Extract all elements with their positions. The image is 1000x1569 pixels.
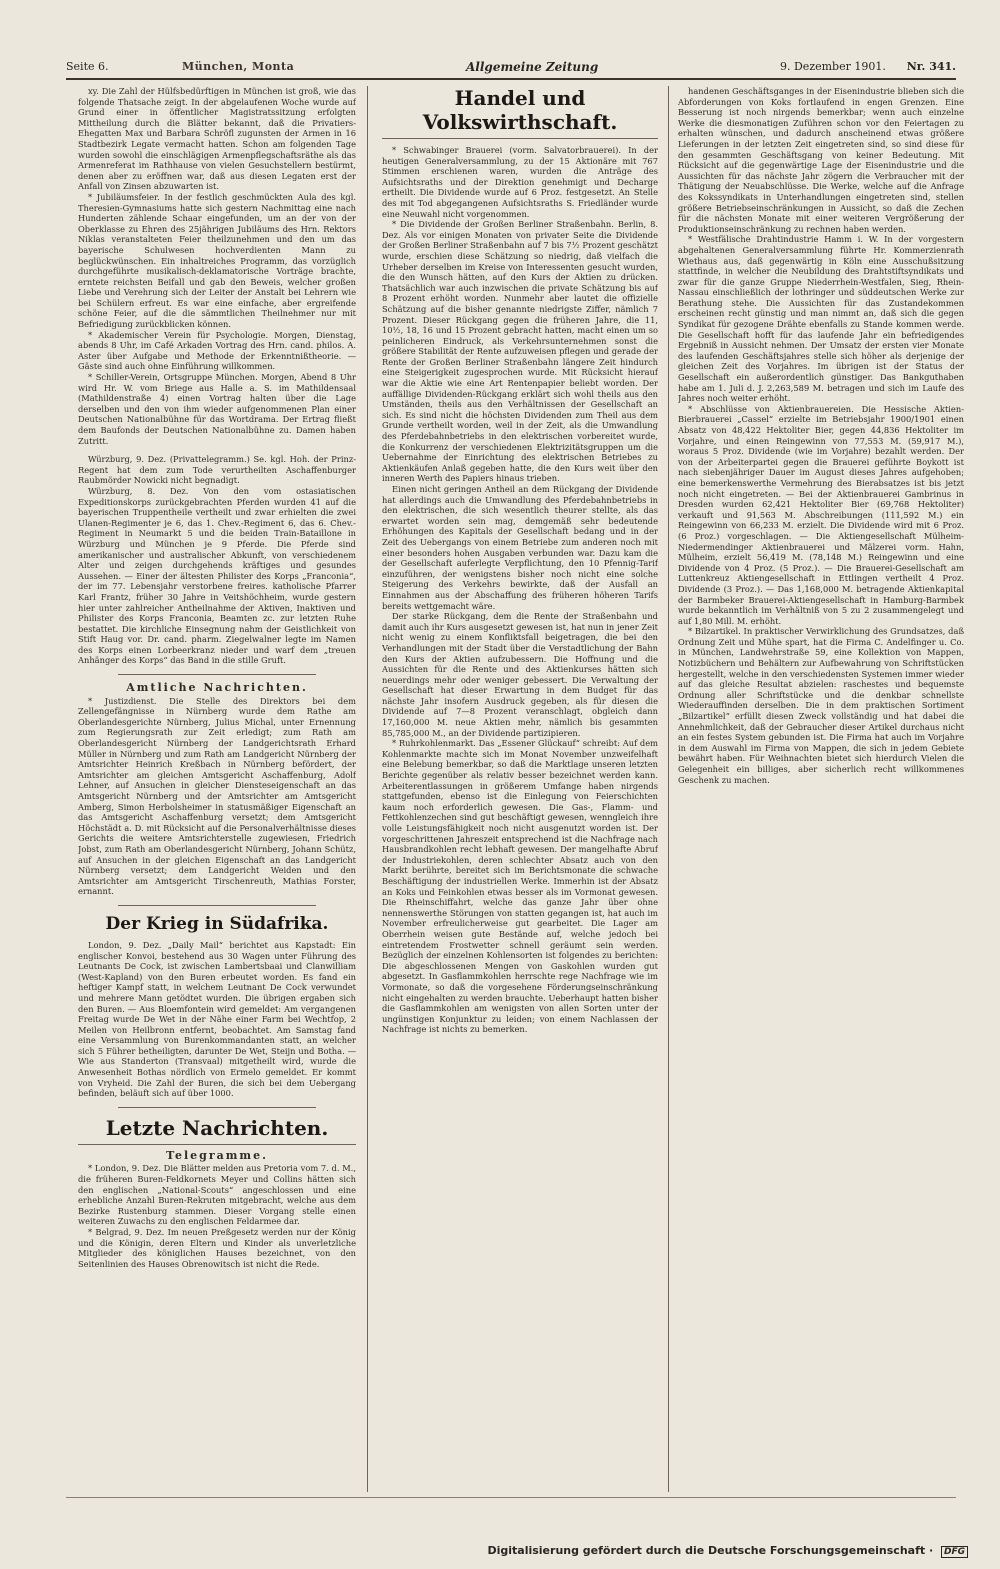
newspaper-title: Allgemeine Zeitung <box>466 60 599 74</box>
bottom-rule <box>66 1497 956 1498</box>
section-heading-amtliche: Amtliche Nachrichten. <box>126 681 308 695</box>
digitization-footer <box>0 1532 1000 1569</box>
article-london-pretoria: * London, 9. Dez. Die Blätter melden aus Pretoria vom 7. d. M., die früheren Buren-Feldkornets Meyer und Collins hätten sich den englischen „National-Scouts“ angeschlossen und eine erhebliche Anzahl Buren-Rekruten mitgebracht, welche aus dem Bezirke Rustenburg stammen. Dieser Vorgang stelle einen weiteren Zuwachs zu den englischen Feldarmee dar. <box>78 1163 356 1227</box>
section-heading-telegramme: Telegramme. <box>166 1148 268 1162</box>
section-divider <box>118 674 316 675</box>
column-right <box>678 86 964 1492</box>
article-jubilaeumsfeier: * Jubiläumsfeier. In der festlich geschmückten Aula des kgl. Theresien-Gymnasiums hatte sich gestern Nachmittag eine nach Hunderten zählende Schaar eingefunden, um an der von der Oberklasse zu Ehren des 25jährigen Jubiläums des Hrn. Rektors Niklas veranstalteten Feier theilzunehmen und den um das bayerische Schulwesen hochverdienten Mann zu beglückwünschen. Ein inhaltreiches Programm, das vorzüglich durchgeführte musikalisch-deklamatorische Vorträge brachte, erntete reichsten Beifall und gab den Beweis, welcher großen Liebe und Verehrung sich der Leiter der Anstalt bei Lehrern wie bei Schülern erfreut. Es war eine einfache, aber ergreifende schöne Feier, auf die die sämmtlichen Theilnehmer nur mit Befriedigung zurückblicken können. <box>78 191 356 330</box>
section-divider <box>118 905 316 906</box>
article-wuerzburg-telegramm: Würzburg, 9. Dez. (Privattelegramm.) Se. kgl. Hoh. der Prinz-Regent hat dem zum Tode verurtheilten Aschaffenburger Raubmörder Nowicki nicht begnadigt. <box>78 454 356 486</box>
article-strassenbahn-antheil: Einen nicht geringen Antheil an dem Rückgang der Dividende hat allerdings auch die Umwandlung des Pferdebahnbetriebs in den elektrischen, die sich wesentlich theurer stellte, als das erwartet worden sein mag, demgemäß sehr bedeutende Erhöhungen des Kapitals der Gesellschaft bedang und in der Zeit des Uebergangs von einem Betriebe zum anderen noch mit einer besonders hohen Ausgaben verbunden war. Dazu kam die der Gesellschaft auferlegte Verpflichtung, den 10 Pfennig-Tarif einzuführen, der wenigstens bisher noch nicht eine solche Steigerung des Verkehrs bewirkte, daß der Ausfall an Einnahmen aus der Abschaffung des früheren höheren Tarifs bereits wettgemacht wäre. <box>382 484 658 611</box>
dfg-logo: DFG <box>941 1546 968 1558</box>
section-heading-letzte: Letzte Nachrichten. <box>78 1116 356 1145</box>
issue-date: 9. Dezember 1901. <box>780 60 886 73</box>
article-ruhrkohlenmarkt: * Ruhrkohlenmarkt. Das „Essener Glückauf“ schreibt: Auf dem Kohlenmarkte machte sich im Monat November unzweifelhaft eine Belebung bemerkbar, so daß die Marktlage unseren letzten Berichte gegenüber als relativ besser bezeichnet werden kann. Arbeiterentlassungen in größerem Umfange haben nirgends stattgefunden, ebenso ist die Einlegung von Feierschichten kaum noch erforderlich gewesen. Die Gas-, Flamm- und Fettkohlenzechen sind gut beschäftigt gewesen, wenngleich ihre volle Leistungsfähigkeit noch nicht ausgenutzt worden ist. Der vorgeschrittenen Jahreszeit entsprechend ist die Nachfrage nach Hausbrandkohlen recht lebhaft gewesen. Der mangelhafte Abruf der Industriekohlen, deren schlechter Absatz auch von den Markt berührte, bereitet sich im Berichtsmonate die schwache Beschäftigung der industriellen Werke. Immerhin ist der Absatz an Koks und Feinkohlen etwas besser als im Vormonat gewesen. Die Rheinschiffahrt, welche das ganze Jahr über ohne nennenswerthe Störungen von statten gegangen ist, hat auch im November erfreulicherweise gut gearbeitet. Die Lager am Oberrhein weisen gute Bestände auf, welche jedoch bei eintretendem Frostwetter schnell geräumt sein werden. Bezüglich der einzelnen Kohlensorten ist folgendes zu berichten: Die abgeschlossenen Mengen von Gaskohlen wurden gut abgesetzt. In Gasflammkohlen herrschte rege Nachfrage wie im Vormonate, so daß die vorgesehene Förderungseinschränkung nicht eingehalten zu werden brauchte. Ueberhaupt hatten bisher die Gasflammkohlen am wenigsten von allen Sorten unter der ungünstigen Konjunktur zu leiden; von einem Nachlassen der Nachfrage ist nichts zu bemerken. <box>382 738 658 1035</box>
header-city: München, Monta <box>182 60 295 73</box>
column-rule-1 <box>367 86 368 1492</box>
article-bilzartikel: * Bilzartikel. In praktischer Verwirklichung des Grundsatzes, daß Ordnung Zeit und Mühe spart, hat die Firma C. Andelfinger u. Co. in München, Landwehrstraße 59, eine Kollektion von Mappen, Notizbüchern und Behältern zur Aufbewahrung von Schriftstücken hergestellt, welche in den verschiedensten Systemen immer wieder auf das gleiche Resultat abzielen: raschestes und bequemste Ordnung aller Schriftstücke und die denkbar schnellste Wiederauffinden derselben. Die in dem praktischen Sortiment „Bilzartikel“ erfüllt diesen Zweck vollständig und hat dabei die Annehmlichkeit, daß der Gebraucher dieser Artikel durchaus nicht an ein festes System gebunden ist. Die Firma hat auch im Vorjahre in dem Auswahl im Firma von Mappen, die sich in jedem Gebiete bewährt haben. Für Weihnachten bietet sich hierdurch Vielen die Gelegenheit ein billiges, aber sicherlich recht willkommenes Geschenk zu machen. <box>678 626 964 785</box>
page-number: Seite 6. <box>66 60 109 73</box>
section-heading-krieg: Der Krieg in Südafrika. <box>105 913 329 934</box>
column-middle <box>382 86 658 1492</box>
credit-text: Digitalisierung gefördert durch die Deutsche Forschungsgemeinschaft · <box>487 1544 934 1557</box>
article-hilfsbeduerftige: xy. Die Zahl der Hülfsbedürftigen in München ist groß, wie das folgende Thatsache zeigt. In der abgelaufenen Woche wurde auf Grund einer in öffentlicher Magistratssitzung erfolgten Mittheilung durch die Blätter bekannt, daß die Privatiers-Ehegatten Max und Barbara Schröfl zugunsten der Armen in 16 Stadtbezirk Legate vermacht hatten. Schon am folgenden Tage wurden sowohl die einschlägigen Armenpflegschaftsräthe als das Armenreferat im Rathhause von vielen Gesuchstellern bestürmt, denen aber zu eröffnen war, daß aus diesen Legaten erst der Anfall von Zinsen abzuwarten ist. <box>78 86 356 192</box>
article-london-kapstadt: London, 9. Dez. „Daily Mail“ berichtet aus Kapstadt: Ein englischer Konvoi, bestehend aus 30 Wagen unter Führung des Leutnants De Cock, ist zwischen Lambertsbaai und Clanwilliam (West-Kapland) von den Buren erbeutet worden. Es fand ein heftiger Kampf statt, in welchem Leutnant De Cock verwundet und mehrere Mann getödtet wurden. Die übrigen ergaben sich den Buren. — Aus Bloemfontein wird gemeldet: Am vergangenen Freitag wurde De Wet in der Nähe einer Farm bei Wechtfop, 2 Meilen von Heilbronn entfernt, beobachtet. Am Samstag fand eine Versammlung von Burenkommandanten statt, an welcher sich 5 Führer betheiligten, darunter De Wet, Steijn und Botha. — Wie aus Standerton (Transvaal) mitgetheilt wird, wurde die Anwesenheit Bothas nördlich von Ermelo gemeldet. Er kommt von Vryheid. Die Zahl der Buren, die sich bei dem Uebergang befinden, beläuft sich auf über 1000. <box>78 939 356 1099</box>
article-aktienbrauereien: * Abschlüsse von Aktienbrauereien. Die Hessische Aktien-Bierbrauerei „Cassel“ erzielte im Betriebsjahr 1900/1901 einen Absatz von 48,422 Hektoliter Bier, gegen 44,836 Hektoliter im Vorjahre, und einen Reingewinn von 77,553 M. (59,917 M.), woraus 5 Proz. Dividende (wie im Vorjahre) bezahlt werden. Der von der Arbeiterpartei gegen die Brauerei geführte Boykott ist nach siebenjähriger Dauer im August dieses Jahres aufgehoben; eine bemerkenswerthe Vermehrung des Bierabsatzes ist bis jetzt noch nicht eingetreten. — Bei der Aktienbrauerei Gambrinus in Dresden wurden 62,421 Hektoliter Bier (69,768 Hektoliter) verkauft und 91,563 M. Abschreibungen (111,592 M.) ein Reingewinn von 66,233 M. erzielt. Die Dividende wird mit 6 Proz. (6 Proz.) vorgeschlagen. — Die Aktiengesellschaft Mülheim-Niedermendinger Aktienbrauerei und Mälzerei vorm. Hahn, Mülheim, erzielt 56,419 M. (78,148 M.) Reingewinn und eine Dividende von 4 Proz. (5 Proz.). — Die Brauerei-Gesellschaft am Luttenkreuz Aktiengesellschaft in Ettlingen vertheilt 4 Proz. Dividende (3 Proz.). — Das 1,168,000 M. betragende Aktienkapital der Barmbeker Brauerei-Aktiengesellschaft in Hamburg-Barmbek wurde bekanntlich im Verhältniß von 5 zu 2 zusammengelegt und auf 1,80 Mill. M. erhöht. <box>678 403 964 626</box>
article-berliner-strassenbahn: * Die Dividende der Großen Berliner Straßenbahn. Berlin, 8. Dez. Als vor einigen Monaten von privater Seite die Dividende der Großen Berliner Straßenbahn auf 7 bis 7½ Prozent geschätzt wurde, erschien diese Schätzung so niedrig, daß vielfach die Urheber derselben im Kreise von Interessenten gesucht wurden, die den Wunsch hätten, auf den Kurs der Aktien zu drücken. Thatsächlich war auch inzwischen die private Schätzung bis auf 8 Prozent erhöht worden. Nunmehr aber lautet die offizielle Schätzung auf die bisher genannte niedrigste Ziffer, nämlich 7 Prozent. Dieser Rückgang gegen die früheren Jahre, die 11, 10½, 18, 16 und 15 Prozent gebracht hatten, macht einen um so peinlicheren Eindruck, als Verkehrsunternehmen sonst die größere Stabilität der Rente aufzuweisen pflegen und gerade der Rente der Großen Berliner Straßenbahn längere Zeit hindurch eine Steigerigkeit zugesprochen wurde. Mit Rücksicht hierauf war die Aktie wie eine Art Rentenpapier beliebt worden. Der auffällige Dividenden-Rückgang erklärt sich wohl theils aus den Umständen, theils aus den Verhältnissen der Gesellschaft an sich. Es sind nicht die höchsten Dividenden zum Theil aus dem Grunde vertheilt worden, weil in der Zeit, als die Umwandlung des Pferdebahnbetriebs in den elektrischen vorbereitet wurde, die Konkurrenz der verschiedenen Elektrizitätsgruppen um die Uebernahme der Einrichtung des elektrischen Betriebes zu Aktienkäufen Anlaß gegeben hatte, die den Kurs weit über den inneren Werth des Papiers hinaus trieben. <box>382 219 658 484</box>
column-left <box>78 86 356 1492</box>
article-schiller-verein: * Schiller-Verein, Ortsgruppe München. Morgen, Abend 8 Uhr wird Hr. W. vom Briege aus Halle a. S. im Mathildensaal (Mathildenstraße 4) einen Vortrag halten über die Lage derselben und den von ihm wieder aufgenommenen Plan einer Deutschen Nationalbühne für das Wortdrama. Der Ertrag fließt dem Baufonds der Deutschen Nationalbühne zu. Damen haben Zutritt. <box>78 372 356 446</box>
dfg-credit <box>487 1544 968 1558</box>
section-heading-handel: Handel und Volkswirthschaft. <box>382 86 658 139</box>
article-kohlenmarkt-fortsetzung: handenen Geschäftsganges in der Eisenindustrie blieben sich die Abforderungen von Koks fortlaufend in engen Grenzen. Eine Besserung ist noch nirgends bemerkbar; wenn auch einzelne Werke die diesmonatigen Zuführen schon vor den Feiertagen zu erhalten wünschen, und dadurch anscheinend etwas größere Lieferungen in der letzten Zeit eingetreten sind, so sind diese für den gesammten Geschäftsgang von keiner Bedeutung. Mit Rücksicht auf die gegenwärtige Lage der Eisenindustrie und die Aussichten für das nächste Jahr zögern die Verbraucher mit der Thätigung der Neuabschlüsse. Die Werke, welche auf die Anfrage des Kokssyndikats in Unterhandlungen eingetreten sind, stellen größere Betriebseinschränkungen in Aussicht, so daß die Zechen für die nächsten Monate mit einer weiteren Vergrößerung der Produktionseinschränkung zu rechnen haben werden. <box>678 86 964 234</box>
article-justizdienst: * Justizdienst. Die Stelle des Direktors bei dem Zellengefängnisse in Nürnberg wurde dem Rathe am Oberlandesgerichte Nürnberg, Julius Michal, unter Ernennung zum Regierungsrath zur Zeit erledigt; zum Rath am Oberlandesgericht Nürnberg der Landgerichtsrath Erhard Müller in Nürnberg und zum Rath am Landgericht Nürnberg der Amtsrichter Heinrich Kreßbach in Nürnberg befördert, der Amtsrichter am gleichen Amtsgericht Aschaffenburg, Adolf Lehner, auf Ansuchen in gleicher Diensteseigenschaft an das Amtsgericht Nürnberg und der Amtsrichter am Amtsgericht Amberg, Simon Herbolsheimer in statusmäßiger Eigenschaft an das Amtsgericht Aschaffenburg versetzt; dem Amtsgericht Höchstädt a. D. mit Rücksicht auf die Personalverhältnisse dieses Gerichts die weitere Amtsrichterstelle zugewiesen, Friedrich Jobst, zum Rath am Oberlandesgericht Nürnberg, Johann Schütz, auf Ansuchen in der gleichen Eigenschaft an das Landgericht Nürnberg versetzt; dem Landgericht Weiden und den Amtsrichter am Amtsgericht Tirschenreuth, Mathias Forster, ernannt. <box>78 695 356 897</box>
column-rule-2 <box>668 86 669 1492</box>
issue-number: Nr. 341. <box>906 60 956 73</box>
article-drahtindustrie-hamm: * Westfälische Drahtindustrie Hamm i. W. In der vorgestern abgehaltenen Generalversammlung führte Hr. Kommerzienrath Wiethaus aus, daß gegenwärtig in Köln eine Ausschußsitzung stattfinde, in welcher die Neubildung des Drahtstiftsyndikats und zwar für die ganze Gruppe Niederrhein-Westfalen, Sieg, Rhein-Nassau einschließlich der lothringer und süddeutschen Werke zur Berathung stehe. Die Aussichten für das Zustandekommen erscheinen recht günstig und man nimmt an, daß sich die gegen Syndikat für gezogene Drähte ebenfalls zu Stande kommen werde. Die Gesellschaft hofft für das laufende Jahr ein befriedigendes Ergebniß in Aussicht nehmen. Der Umsatz der ersten vier Monate des laufenden Geschäftsjahres stelle sich höher als derjenige der gleichen Zeit des Vorjahres. Im übrigen ist der Status der Gesellschaft ein außerordentlich günstiger. Das Bankguthaben habe am 1. Juli d. J. 2,263,589 M. betragen und sich im Laufe des Jahres noch weiter erhöht. <box>678 234 964 404</box>
article-strassenbahn-rueckgang: Der starke Rückgang, dem die Rente der Straßenbahn und damit auch ihr Kurs ausgesetzt gewesen ist, hat nun in jener Zeit nicht wenig zu einem Konfliktsfall beigetragen, die bei den Verhandlungen mit der Stadt über die Verstadtlichung der Bahn den Kurs der Aktien aufzubessern. Die Hoffnung und die Aussichten für die Rente und des Aktienkurses hätten sich neuerdings mehr oder weniger gebessert. Die Verwaltung der Gesellschaft hat dieser Erwartung in dem Budget für das nächste Jahr insofern Ausdruck gegeben, als für diesen die Dividende auf 7—8 Prozent veranschlagt, obgleich dann 17,160,000 M. neue Aktien mehr, nämlich bis gesammten 85,785,000 M., an der Dividende partizipieren. <box>382 611 658 738</box>
article-psychologie-verein: * Akademischer Verein für Psychologie. Morgen, Dienstag, abends 8 Uhr, im Café Arkaden Vortrag des Hrn. cand. philos. A. Aster über Aufgabe und Methode der Erkenntnißtheorie. — Gäste sind auch ohne Einführung willkommen. <box>78 329 356 372</box>
article-wuerzburg-pferde: Würzburg, 8. Dez. Von den vom ostasiatischen Expeditionskorps zurückgebrachten Pferden wurden 41 auf die bayerischen Truppentheile vertheilt und zwar erhielten die zwei Ulanen-Regimenter je 6, das 1. Chev.-Regiment 6, das 6. Chev.-Regiment in Neumarkt 5 und die beiden Train-Bataillone in Würzburg und München je 9 Pferde. Die Pferde sind amerikanischer und australischer Abkunft, von verschiedenem Alter und zeigen durchgehends kräftiges und gesundes Aussehen. — Einer der ältesten Philister des Korps „Franconia“, der im 77. Lebensjahr verstorbene freires. katholische Pfarrer Karl Frantz, früher 30 Jahre in Veitshöchheim, wurde gestern hier unter zahlreicher Antheilnahme der Aktiven, Inaktiven und Philister des Korps Franconia, Beamten zc. zur letzten Ruhe bestattet. Die kirchliche Einsegnung nahm der Geistlichkeit von Stift Haug vor. Dr. cand. pharm. Ziegelwalner legte im Namen des Korps einen Lorbeerkranz nieder und warf dem „treuen Anhänger des Korps“ das Band in die stille Gruft. <box>78 485 356 666</box>
section-divider <box>118 1107 316 1108</box>
page-header <box>66 56 956 80</box>
article-belgrad: * Belgrad, 9. Dez. Im neuen Preßgesetz werden nur der König und die Königin, deren Eltern und Kinder als unverletzliche Mitglieder des königlichen Hauses bezeichnet, von den Seitenlinien des Hauses Obrenowitsch ist nicht die Rede. <box>78 1227 356 1269</box>
article-schwabinger-brauerei: * Schwabinger Brauerei (vorm. Salvatorbrauerei). In der heutigen Generalversammlung, zu der 15 Aktionäre mit 767 Stimmen erschienen waren, wurden die Anträge des Aufsichtsraths und der Direktion genehmigt und Decharge ertheilt. Die Dividende wurde auf 6 Proz. festgesetzt. An Stelle des mit Tod abgegangenen Aufsichtsraths S. Friedländer wurde eine Neuwahl nicht vorgenommen. <box>382 145 658 219</box>
